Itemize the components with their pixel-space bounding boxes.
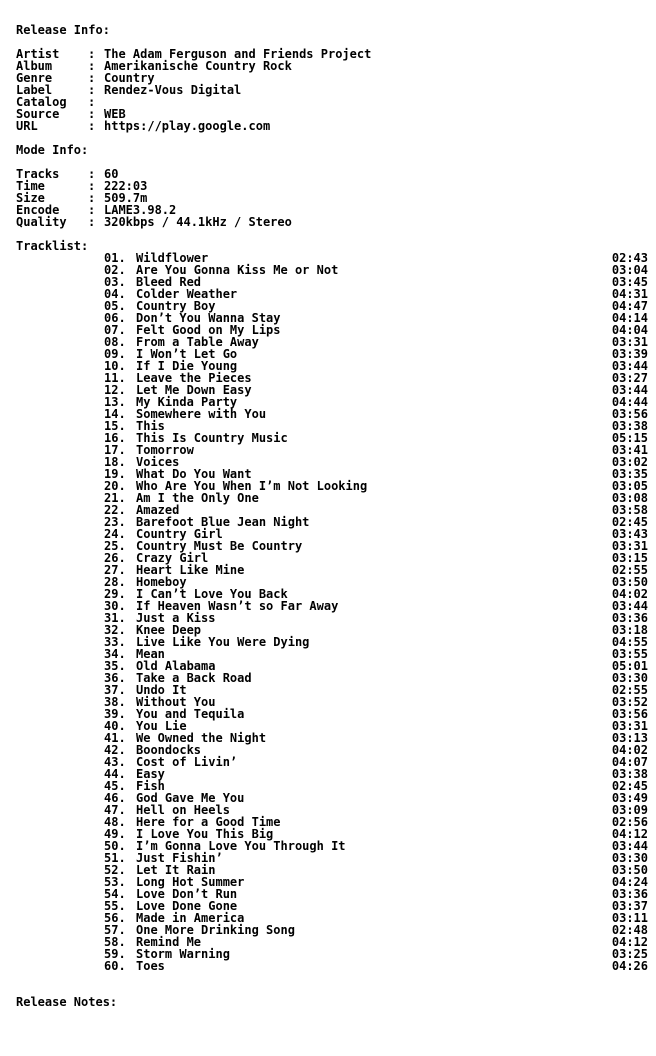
track-number: 04.	[104, 287, 126, 301]
field-value: 320kbps / 44.1kHz / Stereo	[104, 215, 292, 229]
track-number: 16.	[104, 431, 126, 445]
release-notes-heading: Release Notes:	[16, 995, 118, 1009]
track-title: Who Are You When I’m Not Looking	[136, 479, 368, 493]
field-value: Amerikanische Country Rock	[104, 59, 292, 73]
track-number: 06.	[104, 311, 126, 325]
track-duration: 03:55	[611, 647, 648, 661]
track-number: 17.	[104, 443, 126, 457]
field-separator: :	[88, 83, 96, 97]
track-title: One More Drinking Song	[136, 923, 295, 937]
track-duration: 03:30	[611, 851, 648, 865]
track-duration: 03:38	[611, 767, 648, 781]
track-duration: 03:56	[611, 707, 648, 721]
track-number: 35.	[104, 659, 126, 673]
track-number: 02.	[104, 263, 126, 277]
track-duration: 03:31	[611, 335, 648, 349]
track-number: 38.	[104, 695, 126, 709]
field-separator: :	[88, 191, 96, 205]
track-title: I Love You This Big	[136, 827, 274, 841]
track-number: 13.	[104, 395, 126, 409]
track-number: 20.	[104, 479, 126, 493]
track-title: Country Girl	[136, 527, 223, 541]
track-number: 24.	[104, 527, 126, 541]
track-number: 09.	[104, 347, 126, 361]
track-title: Hell on Heels	[136, 803, 230, 817]
track-duration: 05:15	[611, 431, 648, 445]
track-title: What Do You Want	[136, 467, 252, 481]
field-key: URL	[16, 119, 38, 133]
track-duration: 03:50	[611, 863, 648, 877]
track-duration: 03:35	[611, 467, 648, 481]
track-number: 60.	[104, 959, 126, 973]
track-title: This Is Country Music	[136, 431, 288, 445]
track-number: 37.	[104, 683, 126, 697]
track-title: Old Alabama	[136, 659, 216, 673]
track-title: We Owned the Night	[136, 731, 267, 745]
track-title: Crazy Girl	[136, 551, 209, 565]
field-separator: :	[88, 47, 96, 61]
track-title: Toes	[136, 959, 165, 973]
track-title: Easy	[136, 767, 165, 781]
field-separator: :	[88, 95, 96, 109]
field-key: Size	[16, 191, 45, 205]
field-value: 222:03	[104, 179, 148, 193]
track-duration: 03:31	[611, 719, 648, 733]
track-duration: 04:47	[611, 299, 648, 313]
track-title: This	[136, 419, 165, 433]
track-number: 27.	[104, 563, 126, 577]
track-duration: 03:43	[611, 527, 648, 541]
track-duration: 03:36	[611, 887, 648, 901]
track-duration: 03:11	[611, 911, 648, 925]
track-duration: 04:44	[611, 395, 648, 409]
track-duration: 02:48	[611, 923, 648, 937]
field-separator: :	[88, 119, 96, 133]
track-number: 22.	[104, 503, 126, 517]
track-duration: 04:12	[611, 827, 648, 841]
track-title: Mean	[136, 647, 165, 661]
mode-info-heading: Mode Info:	[16, 143, 89, 157]
track-duration: 02:43	[611, 251, 648, 265]
field-key: Artist	[16, 47, 60, 61]
field-key: Label	[16, 83, 53, 97]
track-duration: 03:18	[611, 623, 648, 637]
track-title: Knee Deep	[136, 623, 202, 637]
track-number: 44.	[104, 767, 126, 781]
track-title: I Can’t Love You Back	[136, 587, 288, 601]
track-number: 15.	[104, 419, 126, 433]
track-duration: 02:55	[611, 563, 648, 577]
track-title: I Won’t Let Go	[136, 347, 238, 361]
track-title: If Heaven Wasn’t so Far Away	[136, 599, 339, 613]
track-duration: 04:55	[611, 635, 648, 649]
track-duration: 03:44	[611, 383, 648, 397]
track-duration: 04:02	[611, 587, 648, 601]
track-duration: 03:05	[611, 479, 648, 493]
track-duration: 03:30	[611, 671, 648, 685]
field-separator: :	[88, 167, 96, 181]
track-title: Are You Gonna Kiss Me or Not	[136, 263, 339, 277]
track-duration: 03:44	[611, 359, 648, 373]
track-title: Country Must Be Country	[136, 539, 303, 553]
track-number: 10.	[104, 359, 126, 373]
track-number: 01.	[104, 251, 126, 265]
track-title: Voices	[136, 455, 180, 469]
track-number: 39.	[104, 707, 126, 721]
track-number: 55.	[104, 899, 126, 913]
track-number: 54.	[104, 887, 126, 901]
field-separator: :	[88, 59, 96, 73]
track-duration: 03:52	[611, 695, 648, 709]
field-key: Encode	[16, 203, 60, 217]
track-number: 59.	[104, 947, 126, 961]
track-title: Just a Kiss	[136, 611, 216, 625]
track-duration: 03:27	[611, 371, 648, 385]
track-number: 53.	[104, 875, 126, 889]
track-duration: 02:45	[611, 515, 648, 529]
track-duration: 04:07	[611, 755, 648, 769]
track-number: 51.	[104, 851, 126, 865]
track-duration: 03:37	[611, 899, 648, 913]
track-title: Storm Warning	[136, 947, 230, 961]
field-key: Source	[16, 107, 60, 121]
track-number: 25.	[104, 539, 126, 553]
field-separator: :	[88, 107, 96, 121]
track-duration: 04:26	[611, 959, 648, 973]
track-duration: 03:15	[611, 551, 648, 565]
track-duration: 04:12	[611, 935, 648, 949]
track-title: From a Table Away	[136, 335, 259, 349]
track-number: 26.	[104, 551, 126, 565]
track-title: Here for a Good Time	[136, 815, 281, 829]
field-key: Tracks	[16, 167, 60, 181]
track-duration: 04:31	[611, 287, 648, 301]
field-key: Genre	[16, 71, 53, 85]
track-duration: 03:38	[611, 419, 648, 433]
track-number: 31.	[104, 611, 126, 625]
track-title: Love Done Gone	[136, 899, 238, 913]
track-title: My Kinda Party	[136, 395, 238, 409]
field-value: The Adam Ferguson and Friends Project	[104, 47, 372, 61]
track-duration: 02:56	[611, 815, 648, 829]
track-title: Am I the Only One	[136, 491, 259, 505]
field-key: Album	[16, 59, 53, 73]
field-key: Time	[16, 179, 45, 193]
track-title: Heart Like Mine	[136, 563, 245, 577]
track-number: 43.	[104, 755, 126, 769]
track-title: Somewhere with You	[136, 407, 267, 421]
track-number: 11.	[104, 371, 126, 385]
track-duration: 03:44	[611, 599, 648, 613]
track-duration: 03:56	[611, 407, 648, 421]
field-separator: :	[88, 179, 96, 193]
track-number: 48.	[104, 815, 126, 829]
track-title: Don’t You Wanna Stay	[136, 311, 281, 325]
track-duration: 03:25	[611, 947, 648, 961]
track-number: 21.	[104, 491, 126, 505]
track-duration: 03:13	[611, 731, 648, 745]
track-number: 41.	[104, 731, 126, 745]
field-key: Quality	[16, 215, 67, 229]
tracklist-heading: Tracklist:	[16, 239, 89, 253]
track-duration: 03:50	[611, 575, 648, 589]
track-number: 49.	[104, 827, 126, 841]
field-value: https://play.google.com	[104, 119, 271, 133]
track-number: 07.	[104, 323, 126, 337]
field-value: 509.7m	[104, 191, 148, 205]
track-number: 14.	[104, 407, 126, 421]
track-title: Barefoot Blue Jean Night	[136, 515, 310, 529]
field-value: Country	[104, 71, 155, 85]
track-duration: 03:58	[611, 503, 648, 517]
track-title: Amazed	[136, 503, 180, 517]
track-duration: 03:41	[611, 443, 648, 457]
field-value: Rendez-Vous Digital	[104, 83, 242, 97]
track-number: 56.	[104, 911, 126, 925]
track-title: You Lie	[136, 719, 187, 733]
track-title: God Gave Me You	[136, 791, 245, 805]
track-duration: 03:08	[611, 491, 648, 505]
track-number: 32.	[104, 623, 126, 637]
track-number: 08.	[104, 335, 126, 349]
track-title: Remind Me	[136, 935, 202, 949]
track-title: Wildflower	[136, 251, 209, 265]
track-number: 30.	[104, 599, 126, 613]
track-title: Tomorrow	[136, 443, 194, 457]
track-number: 28.	[104, 575, 126, 589]
track-number: 12.	[104, 383, 126, 397]
track-number: 36.	[104, 671, 126, 685]
track-title: Love Don’t Run	[136, 887, 238, 901]
track-title: Bleed Red	[136, 275, 202, 289]
track-duration: 03:31	[611, 539, 648, 553]
release-info-heading: Release Info:	[16, 23, 110, 37]
track-duration: 04:02	[611, 743, 648, 757]
track-number: 23.	[104, 515, 126, 529]
field-value: 60	[104, 167, 119, 181]
field-key: Catalog	[16, 95, 67, 109]
track-number: 58.	[104, 935, 126, 949]
track-number: 57.	[104, 923, 126, 937]
track-title: Colder Weather	[136, 287, 238, 301]
field-separator: :	[88, 215, 96, 229]
track-number: 52.	[104, 863, 126, 877]
track-title: Homeboy	[136, 575, 187, 589]
track-number: 18.	[104, 455, 126, 469]
track-title: Cost of Livin’	[136, 755, 238, 769]
field-value: LAME3.98.2	[104, 203, 177, 217]
track-duration: 03:39	[611, 347, 648, 361]
track-duration: 04:24	[611, 875, 648, 889]
track-title: Without You	[136, 695, 216, 709]
track-duration: 05:01	[611, 659, 648, 673]
track-title: Boondocks	[136, 743, 202, 757]
track-duration: 02:55	[611, 683, 648, 697]
track-title: Made in America	[136, 911, 245, 925]
track-number: 46.	[104, 791, 126, 805]
track-title: Leave the Pieces	[136, 371, 252, 385]
track-title: Let Me Down Easy	[136, 383, 252, 397]
field-separator: :	[88, 203, 96, 217]
track-title: Fish	[136, 779, 165, 793]
track-duration: 03:04	[611, 263, 648, 277]
track-number: 19.	[104, 467, 126, 481]
track-duration: 04:04	[611, 323, 648, 337]
track-title: Live Like You Were Dying	[136, 635, 310, 649]
track-number: 40.	[104, 719, 126, 733]
track-duration: 03:02	[611, 455, 648, 469]
track-number: 05.	[104, 299, 126, 313]
track-duration: 04:14	[611, 311, 648, 325]
track-duration: 03:45	[611, 275, 648, 289]
track-number: 33.	[104, 635, 126, 649]
track-title: Felt Good on My Lips	[136, 323, 281, 337]
track-title: Undo It	[136, 683, 187, 697]
track-number: 47.	[104, 803, 126, 817]
field-separator: :	[88, 71, 96, 85]
track-title: If I Die Young	[136, 359, 238, 373]
track-title: Just Fishin’	[136, 851, 223, 865]
track-number: 45.	[104, 779, 126, 793]
track-duration: 03:09	[611, 803, 648, 817]
field-value: WEB	[104, 107, 126, 121]
track-number: 03.	[104, 275, 126, 289]
track-duration: 03:44	[611, 839, 648, 853]
track-title: Take a Back Road	[136, 671, 252, 685]
track-number: 29.	[104, 587, 126, 601]
track-title: Country Boy	[136, 299, 216, 313]
track-number: 42.	[104, 743, 126, 757]
track-title: Long Hot Summer	[136, 875, 245, 889]
track-duration: 02:45	[611, 779, 648, 793]
track-title: I’m Gonna Love You Through It	[136, 839, 346, 853]
track-number: 34.	[104, 647, 126, 661]
track-title: Let It Rain	[136, 863, 216, 877]
track-number: 50.	[104, 839, 126, 853]
track-duration: 03:36	[611, 611, 648, 625]
track-title: You and Tequila	[136, 707, 245, 721]
track-duration: 03:49	[611, 791, 648, 805]
